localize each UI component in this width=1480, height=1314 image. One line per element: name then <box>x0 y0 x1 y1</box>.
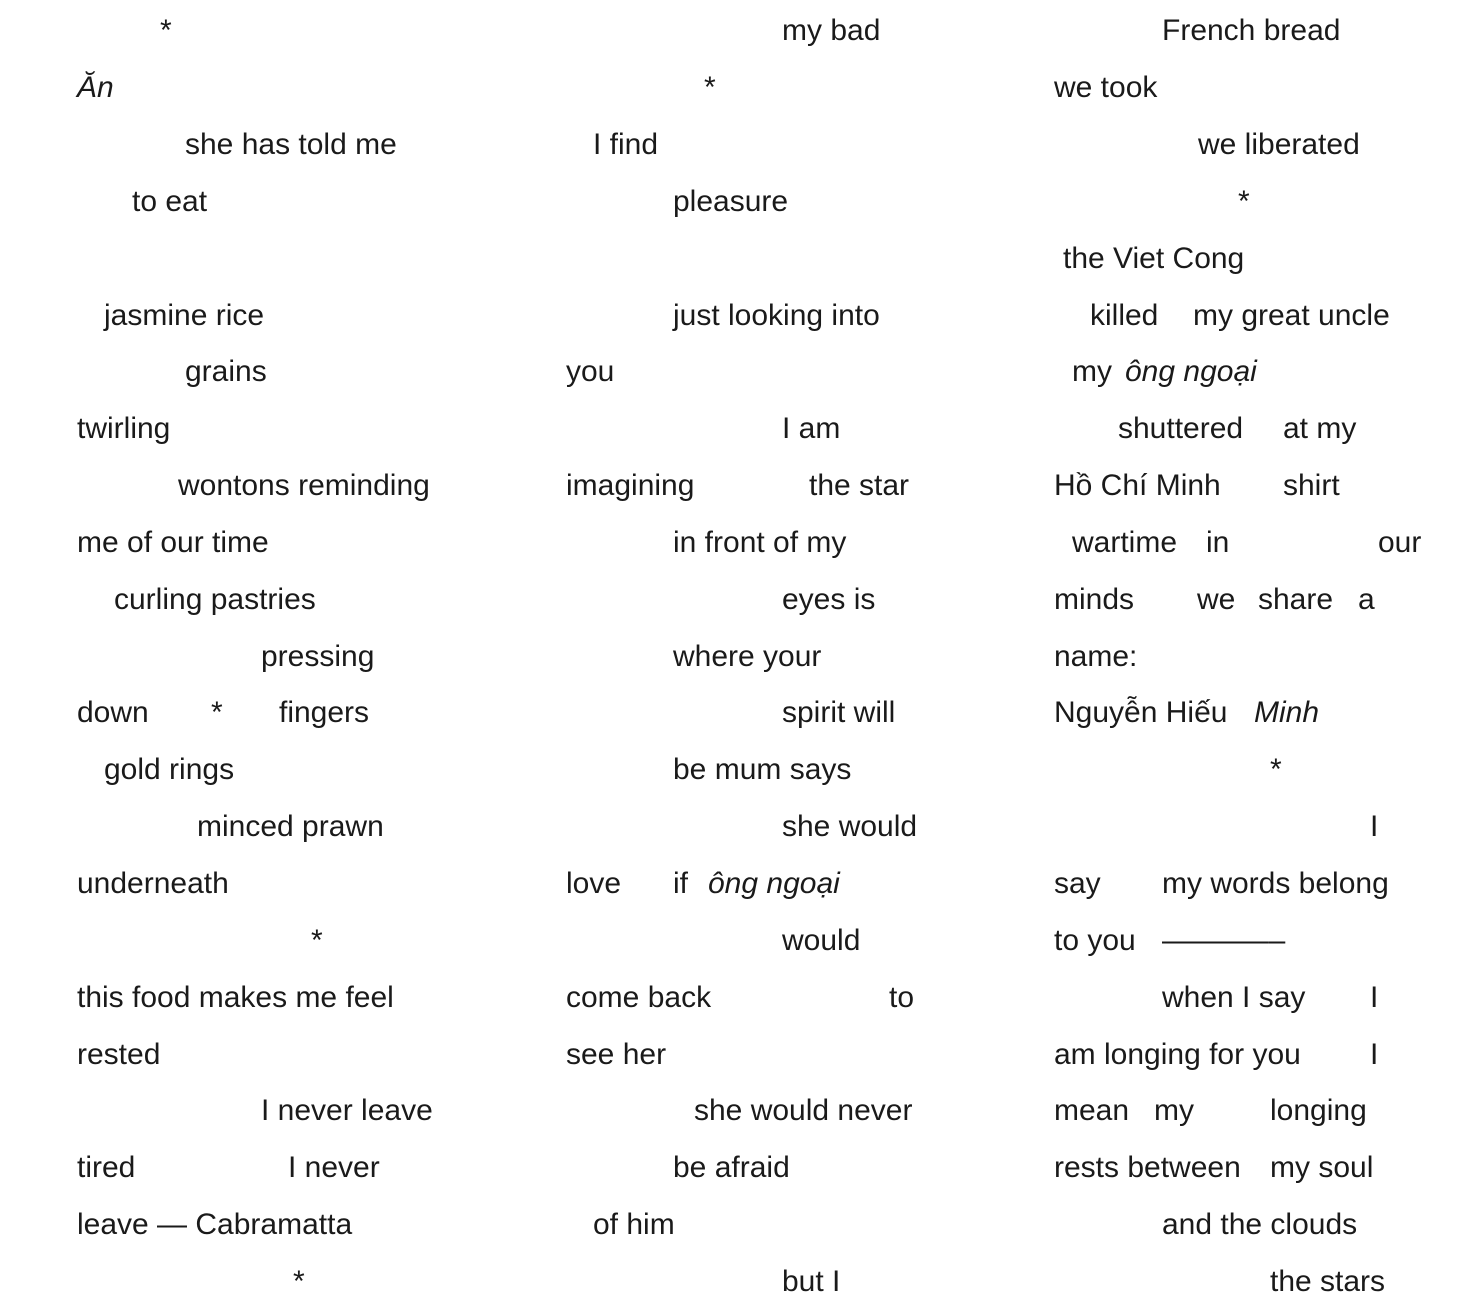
poem-text: spirit will <box>782 696 896 729</box>
poem-text: Hồ Chí Minh <box>1054 469 1221 502</box>
poem-text: we took <box>1054 71 1158 104</box>
poem-text: shirt <box>1283 469 1340 502</box>
poem-line <box>990 296 1480 336</box>
poem-line <box>0 750 500 790</box>
poem-text: this food makes me feel <box>77 981 394 1014</box>
poem-line <box>500 978 990 1018</box>
poem-line <box>500 580 990 620</box>
poem-text: come back <box>566 981 712 1014</box>
poem-line <box>0 1035 500 1075</box>
poem-text: my <box>1072 355 1121 388</box>
poem-text: to you <box>1054 924 1136 957</box>
poem-text: in <box>1206 526 1230 559</box>
poem-line <box>500 1262 990 1302</box>
poem-text: my <box>1154 1094 1194 1127</box>
poem-text: ông ngoại <box>708 867 840 900</box>
poem-text: be mum says <box>673 753 852 786</box>
poem-text: pleasure <box>673 185 789 218</box>
poem-text: imagining <box>566 469 695 502</box>
poem-text: shuttered <box>1118 412 1244 445</box>
poem-text: Nguyễn Hiếu <box>1054 696 1236 729</box>
poem-text: tired <box>77 1151 136 1184</box>
section-separator: * <box>704 71 716 104</box>
section-separator: * <box>293 1265 305 1298</box>
section-separator: * <box>1238 185 1250 218</box>
poem-line <box>990 580 1480 620</box>
poem-column-1 <box>0 0 500 1314</box>
poem-line <box>0 580 500 620</box>
poem-text: see her <box>566 1038 667 1071</box>
poem-text: just looking into <box>673 299 880 332</box>
poem-line <box>0 864 500 904</box>
poem-text: of him <box>593 1208 675 1241</box>
poem-text: name: <box>1054 640 1138 673</box>
poem-line <box>0 68 500 108</box>
poem-text: our <box>1378 526 1422 559</box>
poem-text: be afraid <box>673 1151 790 1184</box>
poem-line <box>500 1148 990 1188</box>
poem-text: me of our time <box>77 526 269 559</box>
poem-text: where your <box>673 640 822 673</box>
poem-text: when I say <box>1162 981 1306 1014</box>
poem-line <box>500 1091 990 1131</box>
poem-line <box>0 1205 500 1245</box>
poem-text: share <box>1258 583 1334 616</box>
poem-line <box>0 978 500 1018</box>
poem-text: twirling <box>77 412 171 445</box>
poem-text: my soul <box>1270 1151 1374 1184</box>
poem-text: wartime <box>1072 526 1178 559</box>
poem-text: the stars <box>1270 1265 1386 1298</box>
poem-line <box>990 182 1480 222</box>
poem-text: she would <box>782 810 918 843</box>
poem-text: at my <box>1283 412 1357 445</box>
poem-line <box>500 11 990 51</box>
poem-line <box>990 864 1480 904</box>
poem-line <box>990 1148 1480 1188</box>
poem-text: we liberated <box>1198 128 1360 161</box>
poem-text: love <box>566 867 622 900</box>
poem-text: fingers <box>279 696 370 729</box>
poem-line <box>990 11 1480 51</box>
poem-text: you <box>566 355 615 388</box>
poem-line <box>990 125 1480 165</box>
poem-text: we <box>1197 583 1236 616</box>
poem-text: I <box>1370 981 1379 1014</box>
poem-line <box>990 239 1480 279</box>
section-separator: * <box>1270 753 1282 786</box>
poem-text: pressing <box>261 640 375 673</box>
poem-text: in front of my <box>673 526 847 559</box>
poem-line <box>500 921 990 961</box>
poem-text: I <box>1370 1038 1379 1071</box>
poem-text: I am <box>782 412 841 445</box>
poem-text: to <box>889 981 915 1014</box>
poem-text: Minh <box>1254 696 1320 729</box>
poem-line <box>500 239 990 279</box>
poem-line <box>990 1262 1480 1302</box>
poem-text: the Viet Cong <box>1063 242 1245 275</box>
poem-text: ———–– <box>1162 924 1286 957</box>
poem-line <box>990 352 1480 392</box>
poem-line <box>500 296 990 336</box>
poem-line <box>0 1148 500 1188</box>
poem-line <box>500 523 990 563</box>
poem-text: eyes is <box>782 583 876 616</box>
poem-text: if <box>673 867 688 900</box>
poem-text: mean <box>1054 1094 1130 1127</box>
poem-text: grains <box>185 355 267 388</box>
poem-text: minds <box>1054 583 1135 616</box>
poem-text: down <box>77 696 149 729</box>
poem-column-3 <box>990 0 1480 1314</box>
poem-text: and the clouds <box>1162 1208 1358 1241</box>
poem-line <box>500 693 990 733</box>
poem-line <box>0 125 500 165</box>
poem-text: would <box>782 924 861 957</box>
poem-line <box>500 182 990 222</box>
poem-line <box>0 921 500 961</box>
poem-line <box>0 1091 500 1131</box>
poem-text: am longing for you <box>1054 1038 1301 1071</box>
poem-text: she would never <box>694 1094 913 1127</box>
poem-text: jasmine rice <box>104 299 265 332</box>
poem-text: I never leave <box>261 1094 433 1127</box>
poem-text: minced prawn <box>197 810 384 843</box>
poem-text: my words belong <box>1162 867 1389 900</box>
poem-line <box>990 637 1480 677</box>
poem-line <box>990 409 1480 449</box>
poem-line <box>990 693 1480 733</box>
poem-line <box>0 239 500 279</box>
poem-line <box>500 352 990 392</box>
poem-text: my bad <box>782 14 881 47</box>
poem-line <box>0 352 500 392</box>
poem-line <box>990 921 1480 961</box>
poem-line <box>990 466 1480 506</box>
poem-text: I never <box>288 1151 380 1184</box>
poem-text: but I <box>782 1265 841 1298</box>
poem-line <box>0 693 500 733</box>
poem-text: Ăn <box>77 71 114 104</box>
poem-text: ông ngoại <box>1125 355 1257 388</box>
poem-text: gold rings <box>104 753 235 786</box>
poem-text: curling pastries <box>114 583 316 616</box>
poem-text: the star <box>809 469 910 502</box>
poem-text: killed <box>1090 299 1159 332</box>
poem-text: to eat <box>132 185 208 218</box>
poem-line <box>990 1035 1480 1075</box>
poem-line <box>0 466 500 506</box>
poem-line <box>500 637 990 677</box>
poem-column-2 <box>500 0 990 1314</box>
poem-text: rested <box>77 1038 161 1071</box>
poem-line <box>0 807 500 847</box>
poem-line <box>0 296 500 336</box>
poem-line <box>500 68 990 108</box>
poem-text: leave — Cabramatta <box>77 1208 353 1241</box>
poem-line <box>500 466 990 506</box>
poem-text: rests between <box>1054 1151 1241 1184</box>
poem-line <box>990 750 1480 790</box>
poem-line <box>500 807 990 847</box>
poem-line <box>500 409 990 449</box>
poem-line <box>0 182 500 222</box>
poem-line <box>990 68 1480 108</box>
poem-line <box>500 125 990 165</box>
poem-line <box>500 1205 990 1245</box>
poem-text: I find <box>593 128 659 161</box>
poem-line <box>990 1091 1480 1131</box>
poem-text: wontons reminding <box>178 469 430 502</box>
poem-text: she has told me <box>185 128 397 161</box>
poem-text: my great uncle <box>1193 299 1390 332</box>
poem-line <box>0 637 500 677</box>
poem-line <box>990 978 1480 1018</box>
section-separator: * <box>211 696 223 729</box>
poem-text: longing <box>1270 1094 1367 1127</box>
poem-line <box>0 523 500 563</box>
poem-line <box>990 1205 1480 1245</box>
poem-text: I <box>1370 810 1379 843</box>
poem-text: a <box>1358 583 1375 616</box>
poem-line <box>990 523 1480 563</box>
poem-line <box>0 1262 500 1302</box>
section-separator: * <box>311 924 323 957</box>
poem-line <box>990 807 1480 847</box>
poem-line <box>500 864 990 904</box>
section-separator: * <box>160 14 172 47</box>
poem-line <box>0 409 500 449</box>
poem-text: French bread <box>1162 14 1341 47</box>
poem-line <box>0 11 500 51</box>
poem-line <box>500 1035 990 1075</box>
poem-line <box>500 750 990 790</box>
poem-text: underneath <box>77 867 229 900</box>
poem-text: say <box>1054 867 1101 900</box>
